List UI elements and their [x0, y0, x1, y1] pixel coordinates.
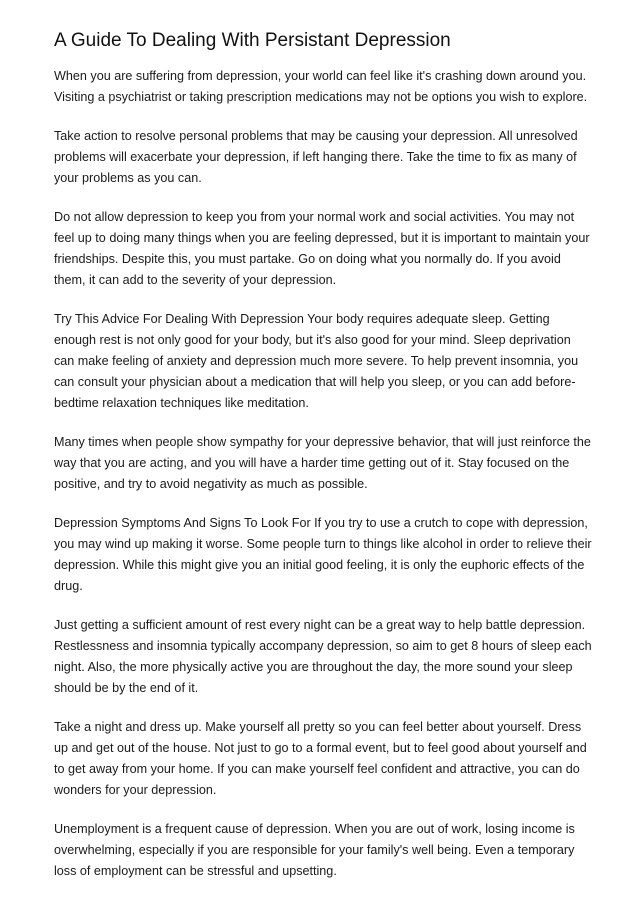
paragraph-7: Just getting a sufficient amount of rest every night can be a great way to help battle depression. Restlessness and insomnia typically accompany depression, so aim to get 8 hours of sleep each night. Also, the more physically active you are throughout the day, the more sound your sleep should be by the end of it.: [54, 618, 592, 695]
paragraph-8: Take a night and dress up. Make yourself all pretty so you can feel better about yourself. Dress up and get out of the house. Not just to go to a formal event, but to feel good about yourself and to get away from your home. If you can make yourself feel confident and attractive, you can do wonders for your depression.: [54, 720, 587, 797]
paragraph-1: When you are suffering from depression, your world can feel like it's crashing down around you. Visiting a psychiatrist or taking prescription medications may not be options you wish to explore.: [54, 69, 588, 104]
paragraph-6: Depression Symptoms And Signs To Look For If you try to use a crutch to cope with depression, you may wind up making it worse. Some people turn to things like alcohol in order to relieve their depression. While this might give you an initial good feeling, it is only the euphoric effects of the drug.: [54, 516, 592, 593]
paragraph-9: Unemployment is a frequent cause of depression. When you are out of work, losing income is overwhelming, especially if you are responsible for your family's well being. Even a temporary loss of employment can be stressful and upsetting.: [54, 822, 575, 878]
paragraph-4: Try This Advice For Dealing With Depression Your body requires adequate sleep. Getting enough rest is not only good for your body, but it's also good for your mind. Sleep deprivation can make feeling of anxiety and depression much more severe. To help prevent insomnia, you can consult your physician about a medication that will help you sleep, or you can add before-bedtime relaxation techniques like meditation.: [54, 312, 579, 410]
document-body: [54, 66, 594, 900]
paragraph-3: Do not allow depression to keep you from your normal work and social activities. You may not feel up to doing many things when you are feeling depressed, but it is important to maintain your friendships. Despite this, you must partake. Go on doing what you normally do. If you avoid them, it can add to the severity of your depression.: [54, 210, 590, 287]
paragraph-5: Many times when people show sympathy for your depressive behavior, that will just reinforce the way that you are acting, and you will have a harder time getting out of it. Stay focused on the positive, and try to avoid negativity as much as possible.: [54, 435, 591, 491]
document-title: A Guide To Dealing With Persistant Depression: [54, 30, 451, 51]
paragraph-2: Take action to resolve personal problems that may be causing your depression. All unresolved problems will exacerbate your depression, if left hanging there. Take the time to fix as many of your problems as you can.: [54, 129, 578, 185]
